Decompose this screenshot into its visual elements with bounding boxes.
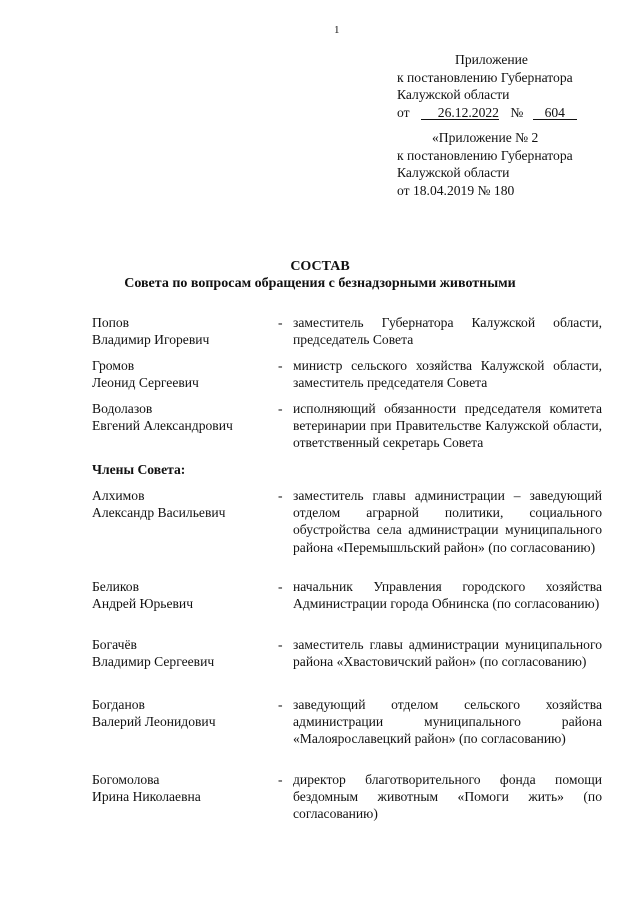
person-role: заведующий отделом сельского хозяйства администрации муниципального района «Малоярославецкий район» (по согласованию) <box>293 697 602 747</box>
person-role: заместитель главы администрации муниципального района «Хвастовичский район» (по согласованию) <box>293 637 602 670</box>
person-role: заместитель главы администрации – заведующий отделом аграрной политики, социального обустройства села администрации муниципального района «Перемышльский район» (по согласованию) <box>293 488 602 555</box>
person-name <box>92 636 277 670</box>
given-names: Андрей Юрьевич <box>92 596 194 612</box>
given-names: Александр Васильевич <box>92 505 226 521</box>
title-main: СОСТАВ <box>290 259 350 274</box>
appendix-old-line2: к постановлению Губернатора <box>397 147 573 163</box>
dash: - <box>278 315 283 330</box>
given-names: Валерий Леонидович <box>92 714 216 730</box>
title-sub: Совета по вопросам обращения с безнадзорными животными <box>124 276 516 291</box>
given-names: Евгений Александрович <box>92 418 233 434</box>
appendix-number: 604 <box>533 106 577 120</box>
person-name <box>92 771 277 805</box>
person-role: исполняющий обязанности председателя комитета ветеринарии при Правительстве Калужской области, ответственный секретарь Совета <box>293 401 602 451</box>
person-name <box>92 357 277 391</box>
surname: Богданов <box>92 697 145 712</box>
surname: Богачёв <box>92 637 137 652</box>
dash: - <box>278 637 283 652</box>
from-label: от <box>397 104 410 120</box>
document-title <box>0 258 640 292</box>
appendix-line2: к постановлению Губернатора <box>397 69 573 85</box>
appendix-old-title: «Приложение № 2 <box>432 130 539 145</box>
person-name <box>92 314 277 348</box>
appendix-old-line3: Калужской области <box>397 165 510 180</box>
dash: - <box>278 488 283 503</box>
dash: - <box>278 772 283 787</box>
person-name <box>92 578 277 612</box>
person-name <box>92 696 277 730</box>
person-name <box>92 400 277 434</box>
given-names: Владимир Сергеевич <box>92 654 215 670</box>
surname: Водолазов <box>92 401 153 416</box>
surname: Попов <box>92 315 130 330</box>
appendix-date: 26.12.2022 <box>421 106 499 120</box>
appendix-old-line4: от 18.04.2019 № 180 <box>397 182 515 198</box>
person-role: начальник Управления городского хозяйства Администрации города Обнинска (по согласованию) <box>293 579 602 612</box>
surname: Богомолова <box>92 772 160 787</box>
given-names: Владимир Игоревич <box>92 332 210 348</box>
person-role: директор благотворительного фонда помощи бездомным животным «Помоги жить» (по согласованию) <box>293 772 602 822</box>
given-names: Ирина Николаевна <box>92 789 201 805</box>
dash: - <box>278 697 283 712</box>
person-role: министр сельского хозяйства Калужской области, заместитель председателя Совета <box>293 358 602 391</box>
surname: Громов <box>92 358 135 373</box>
dash: - <box>278 358 283 373</box>
person-name <box>92 487 277 521</box>
person-role: заместитель Губернатора Калужской области, председатель Совета <box>293 315 602 348</box>
surname: Беликов <box>92 579 140 594</box>
page-number: 1 <box>334 24 340 36</box>
appendix-line3: Калужской области <box>397 87 510 102</box>
members-heading: Члены Совета: <box>92 462 186 477</box>
given-names: Леонид Сергеевич <box>92 375 199 391</box>
dash: - <box>278 401 283 416</box>
appendix-title: Приложение <box>455 52 528 67</box>
number-label: № <box>510 104 524 120</box>
appendix-header <box>397 51 577 121</box>
dash: - <box>278 579 283 594</box>
appendix-date-line <box>397 104 577 122</box>
appendix-old-header <box>397 129 573 199</box>
surname: Алхимов <box>92 488 145 503</box>
